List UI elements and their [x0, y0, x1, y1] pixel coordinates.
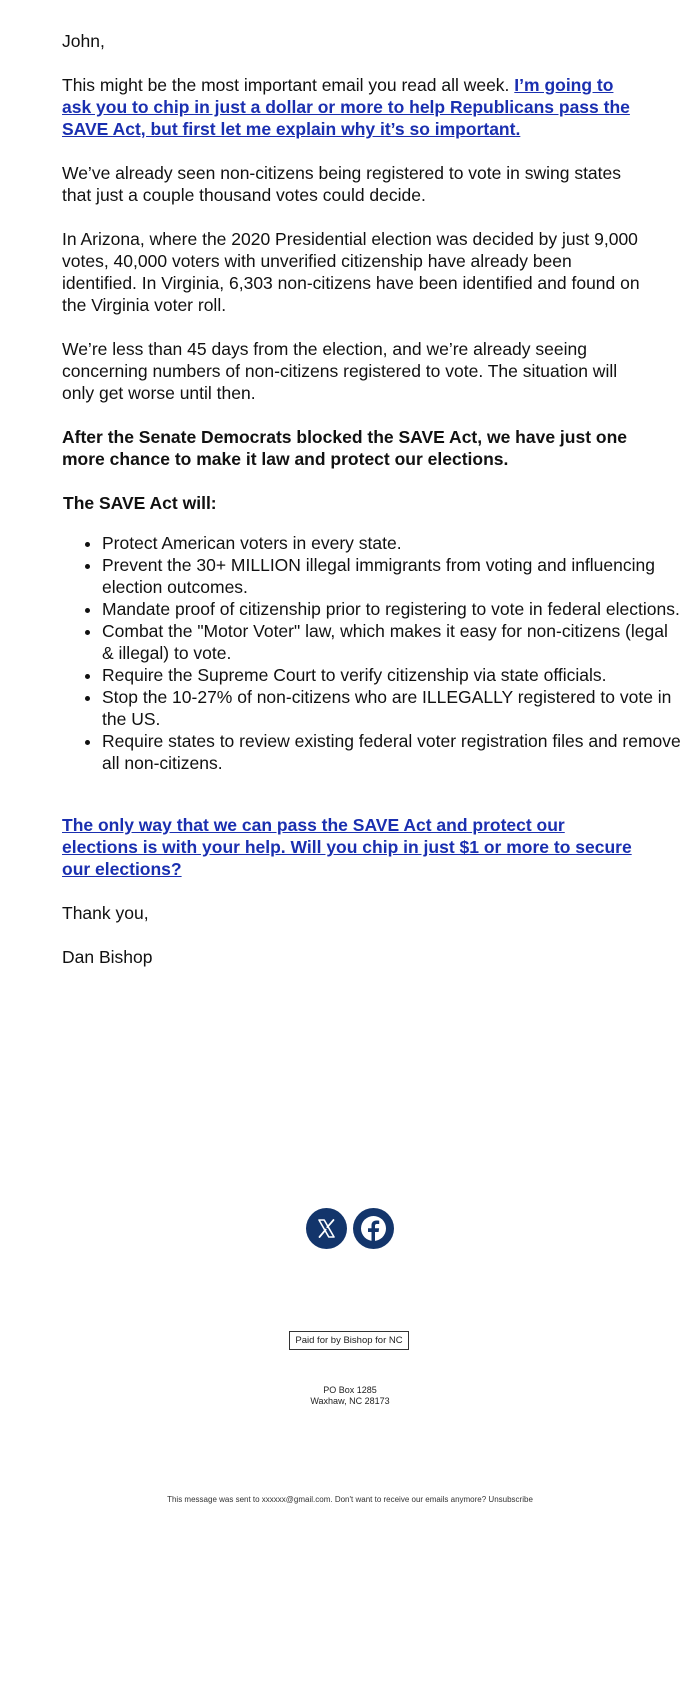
- intro-text: This might be the most important email you read all week.: [62, 75, 515, 95]
- unsubscribe-link[interactable]: Unsubscribe: [488, 1495, 533, 1504]
- address-line-2: Waxhaw, NC 28173: [310, 1396, 390, 1406]
- x-link[interactable]: [306, 1208, 347, 1249]
- greeting: John,: [62, 31, 105, 51]
- election-countdown-paragraph: We’re less than 45 days from the election, and we’re already seeing concerning numbers of non-citizens registered to vote. The situation will only get worse until then.: [62, 339, 618, 403]
- intro-paragraph: [62, 74, 642, 140]
- footer-notice: [100, 1495, 600, 1505]
- arizona-virginia-paragraph: In Arizona, where the 2020 Presidential election was decided by just 9,000 votes, 40,000 voters with unverified citizenship have already been identified. In Virginia, 6,303 non-citizens have been identified and found on the Virginia voter roll.: [62, 229, 640, 315]
- list-item: • Require the Supreme Court to verify citizenship via state officials.: [102, 664, 682, 686]
- cta-donate-link[interactable]: The only way that we can pass the SAVE Act and protect our elections is with your help. Will you chip in just $1 or more to secure our elections?: [62, 815, 632, 879]
- list-item: • Combat the "Motor Voter" law, which makes it easy for non-citizens (legal & illegal) to vote.: [102, 620, 682, 664]
- list-item: • Require states to review existing federal voter registration files and remove all non-citizens.: [102, 730, 682, 774]
- senate-blocked-paragraph: After the Senate Democrats blocked the SAVE Act, we have just one more chance to make it law and protect our elections.: [62, 427, 628, 469]
- facebook-link[interactable]: [353, 1208, 394, 1249]
- mailing-address: [250, 1385, 450, 1407]
- facebook-logo-icon: [353, 1208, 394, 1249]
- paid-for-disclaimer: Paid for by Bishop for NC: [289, 1331, 409, 1350]
- intro-donate-link[interactable]: I’m going to ask you to chip in just a dollar or more to help Republicans pass the SAVE Act, but first let me explain why it’s so important.: [62, 75, 630, 139]
- cta-paragraph: [62, 814, 642, 880]
- x-logo-icon: [306, 1208, 347, 1249]
- save-act-list: [62, 532, 682, 774]
- address-line-1: PO Box 1285: [323, 1385, 377, 1395]
- save-act-list-heading: The SAVE Act will:: [63, 493, 217, 513]
- sent-to-text: This message was sent to xxxxxx@gmail.com. Don't want to receive our emails anymore?: [167, 1495, 489, 1504]
- list-item: • Mandate proof of citizenship prior to registering to vote in federal elections.: [102, 598, 682, 620]
- social-links: [306, 1208, 394, 1250]
- closing: Thank you,: [62, 903, 149, 923]
- list-item: • Stop the 10-27% of non-citizens who are ILLEGALLY registered to vote in the US.: [102, 686, 682, 730]
- list-item: • Protect American voters in every state.: [102, 532, 682, 554]
- swing-states-paragraph: We’ve already seen non-citizens being registered to vote in swing states that just a couple thousand votes could decide.: [62, 163, 622, 205]
- signature: Dan Bishop: [62, 947, 153, 967]
- list-item: • Prevent the 30+ MILLION illegal immigrants from voting and influencing election outcomes.: [102, 554, 682, 598]
